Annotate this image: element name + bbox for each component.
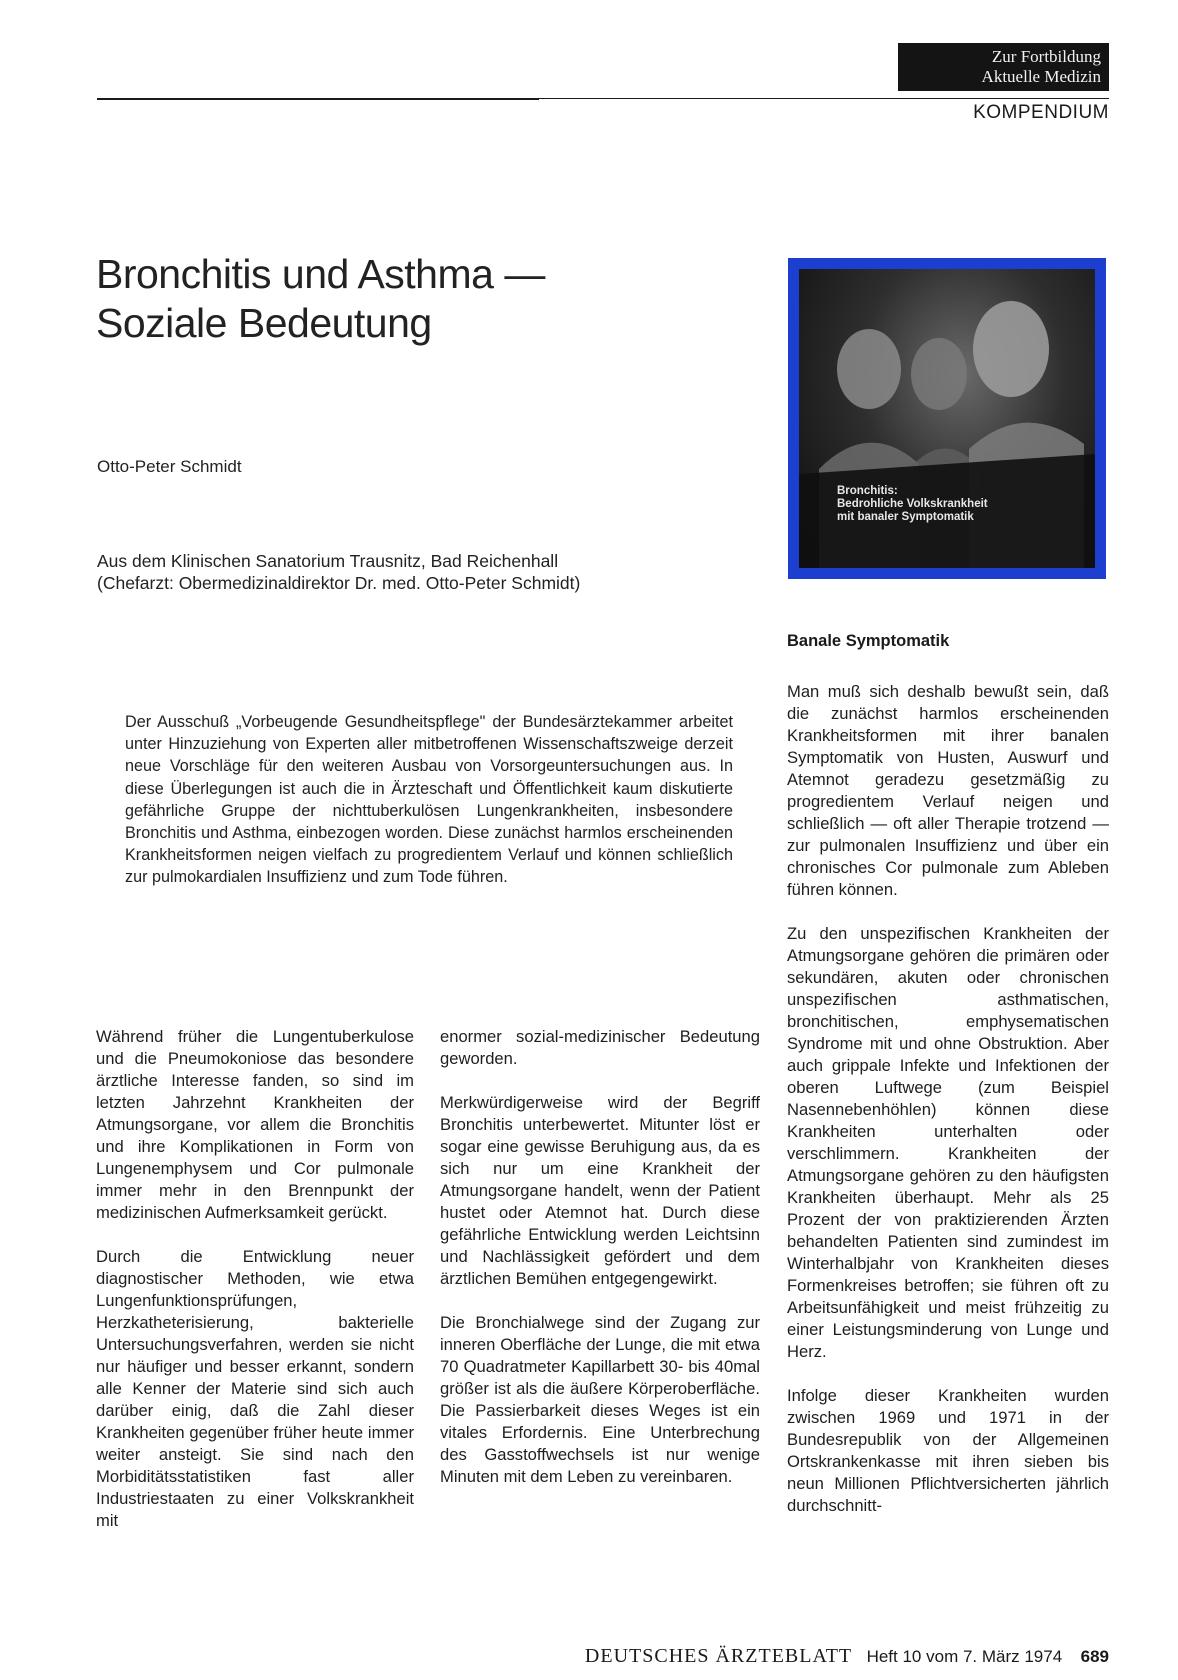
section-label-box [898, 43, 1109, 91]
paragraph: Infolge dieser Krankheiten wurden zwischen 1969 und 1971 in der Bundesrepublik von der Allgemeinen Ortskrankenkasse mit ihren sieben bis neun Millionen Pflichtversicherten jährlich durchschnitt- [787, 1386, 1109, 1515]
author-name: Otto-Peter Schmidt [97, 457, 242, 476]
caption-line3: mit banaler Symptomatik [837, 511, 974, 523]
article-abstract: Der Ausschuß „Vorbeugende Gesundheitspflege" der Bundesärztekammer arbeitet unter Hinzuziehung von Experten aller mitbetroffenen Wissenschaftszweige derzeit neue Vorschläge für den weiteren Ausbau von Vorsorgeuntersuchungen aus. In diese Überlegungen ist auch die in Ärzteschaft und Öffentlichkeit kaum diskutierte gefährliche Gruppe der nichttuberkulösen Lungenkrankheiten, insbesondere Bronchitis und Asthma, einbezogen worden. Diese zunächst harmlos erscheinenden Krankheitsformen neigen vielfach zu progredientem Verlauf und können schließlich zur pulmokardialen Insuffizienz und zum Tode führen. [125, 713, 733, 887]
page-footer [495, 1645, 1109, 1668]
body-column-2 [440, 1026, 760, 1510]
paragraph: enormer sozial-medizinischer Bedeutung geworden. [440, 1027, 760, 1068]
author-affiliation [97, 550, 717, 594]
title-line1: Bronchitis und Asthma — [96, 251, 545, 297]
affiliation-line1: Aus dem Klinischen Sanatorium Trausnitz, Bad Reichenhall [97, 551, 559, 571]
figure-photo [799, 269, 1095, 568]
paragraph: Durch die Entwicklung neuer diagnostischer Methoden, wie etwa Lungenfunktionsprüfungen, Herzkatheterisierung, bakterielle Untersuchungsverfahren, werden sie nicht nur häufiger und besser erkannt, sondern alle Kenner der Materie sind sich auch darüber einig, daß die Zahl dieser Krankheiten gegenüber früher heute immer weiter ansteigt. Sie sind nach den Morbiditätsstatistiken fast aller Industriestaaten zu einer Volkskrankheit mit [96, 1247, 414, 1530]
page-number: 689 [1080, 1647, 1109, 1666]
journal-name: DEUTSCHES ÄRZTEBLATT [584, 1645, 853, 1667]
affiliation-line2: (Chefarzt: Obermedizinaldirektor Dr. med. Otto-Peter Schmidt) [97, 573, 581, 593]
caption-line1: Bronchitis: [837, 485, 898, 497]
paragraph: Merkwürdigerweise wird der Begriff Bronchitis unterbewertet. Mitunter löst er sogar eine gewisse Beruhigung aus, da es sich nur um eine Krankheit der Atmungsorgane handelt, wenn der Patient hustet oder Atemnot hat. Durch diese gefährliche Entwicklung werden Leichtsinn und Nachlässigkeit gefördert und dem ärztlichen Bemühen entgegengewirkt. [440, 1093, 760, 1288]
section-label-line2: Aktuelle Medizin [981, 67, 1101, 86]
body-column-3 [787, 681, 1109, 1539]
article-title [96, 250, 736, 348]
paragraph: Zu den unspezifischen Krankheiten der Atmungsorgane gehören die primären oder sekundären, akuten oder chronischen unspezifischen asthmatischen, bronchitischen, emphysematischen Syndrome mit und ohne Obstruktion. Aber auch grippale Infekte und Infektionen der oberen Luftwege (zum Beispiel Nasennebenhöhlen) können diese Krankheiten unterhalten oder verschlimmern. Krankheiten der Atmungsorgane gehören zu den häufigsten Krankheiten überhaupt. Mehr als 25 Prozent der von praktizierenden Ärzten behandelten Patienten sind zumindest im Winterhalbjahr von Krankheiten dieses Formenkreises betroffen; sie führen oft zu Arbeitsunfähigkeit und meist frühzeitig zu einer Leistungsminderung von Lunge und Herz. [787, 924, 1109, 1361]
header-rule-thick [97, 98, 539, 100]
figure-frame [788, 258, 1106, 579]
issue-info: Heft 10 vom 7. März 1974 [866, 1647, 1063, 1666]
figure-caption [837, 485, 1077, 524]
paragraph: Man muß sich deshalb bewußt sein, daß die zunächst harmlos erscheinenden Krankheitsformen mit ihrer banalen Symptomatik von Husten, Auswurf und Atemnot geradezu gesetzmäßig zu progredientem Verlauf neigen und schließlich — oft aller Therapie trotzend — zur pulmonalen Insuffizienz und über ein chronisches Cor pulmonale zum Ableben führen können. [787, 682, 1109, 899]
paragraph: Während früher die Lungentuberkulose und die Pneumokoniose das besondere ärztliche Interesse fanden, so sind im letzten Jahrzehnt Krankheiten der Atmungsorgane, vor allem die Bronchitis und ihre Komplikationen in Form von Lungenemphysem und Cor pulmonale immer mehr in den Brennpunkt der medizinischen Aufmerksamkeit gerückt. [96, 1027, 414, 1222]
section-label-line1: Zur Fortbildung [991, 47, 1101, 66]
category-label: KOMPENDIUM [973, 102, 1109, 123]
caption-line2: Bedrohliche Volkskrankheit [837, 498, 988, 510]
body-column-1 [96, 1026, 414, 1554]
header-rule-thin [539, 98, 1109, 99]
title-line2: Soziale Bedeutung [96, 300, 432, 346]
paragraph: Die Bronchialwege sind der Zugang zur inneren Oberfläche der Lunge, die mit etwa 70 Quadratmeter Kapillarbett 30- bis 40mal größer ist als die äußere Körperoberfläche. Die Passierbarkeit dieses Weges ist ein vitales Erfordernis. Eine Unterbrechung des Gasstoffwechsels ist nur wenige Minuten mit dem Leben zu vereinbaren. [440, 1313, 760, 1486]
section-heading: Banale Symptomatik [787, 632, 950, 650]
